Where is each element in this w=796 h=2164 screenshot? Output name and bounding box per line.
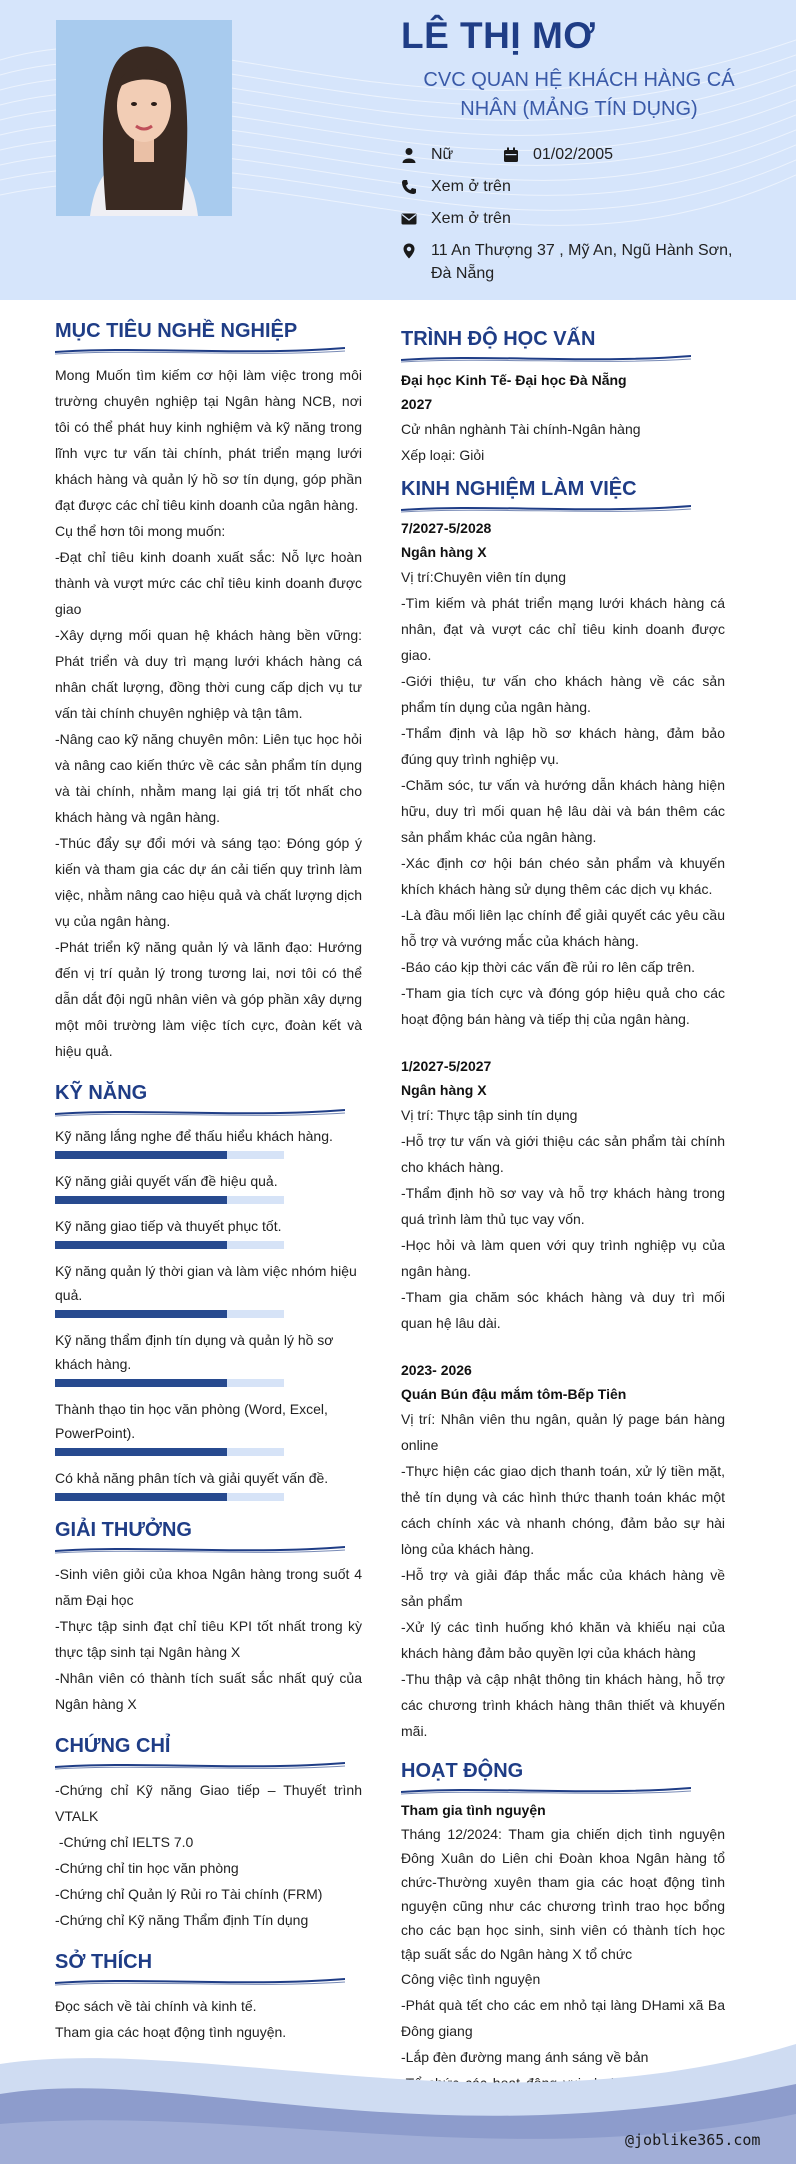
job-line: -Tham gia tích cực và đóng góp hiệu quả cho các hoạt động bán hàng và tiếp thị của ngân hàng.: [401, 985, 725, 1027]
job-period: 7/2027-5/2028: [401, 520, 492, 536]
job-line: -Là đầu mối liên lạc chính để giải quyết các yêu cầu hỗ trợ và vướng mắc của khách hàng.: [401, 907, 725, 949]
certificates-list: [55, 1777, 362, 1933]
job-period: 1/2027-5/2027: [401, 1058, 492, 1074]
objective-paragraph: Mong Muốn tìm kiếm cơ hội làm việc trong môi trường chuyên nghiệp tại Ngân hàng NCB, nơi tôi có thể phát huy kinh nghiệm và kỹ năng trong lĩnh vực tư vấn tài chính, phát triển mạng lưới khách hàng và quản lý hồ sơ tín dụng, góp phần đạt được các chỉ tiêu kinh doanh của ngân hàng.: [55, 367, 362, 513]
job-line: -Thẩm định và lập hồ sơ khách hàng, đảm bảo đúng quy trình nghiệp vụ.: [401, 725, 725, 767]
skill-bar-fill: [55, 1448, 227, 1456]
skill-bar-fill: [55, 1379, 227, 1387]
objective-body: [55, 362, 362, 1064]
job-line: -Hỗ trợ và giải đáp thắc mắc của khách hàng về sản phẩm: [401, 1567, 725, 1609]
skill-bar: [55, 1310, 284, 1318]
skill-bar: [55, 1196, 284, 1204]
skill-name: Kỹ năng thẩm định tín dụng và quản lý hồ sơ khách hàng.: [55, 1332, 334, 1372]
skill-bar-fill: [55, 1151, 227, 1159]
activity-line: -Lắp đèn đường mang ánh sáng về bản: [401, 2049, 649, 2065]
skill-item: [55, 1466, 362, 1501]
left-column: [55, 320, 362, 2045]
skills-list: [55, 1124, 362, 1501]
job-line: -Xác định cơ hội bán chéo sản phẩm và khuyến khích khách hàng sử dụng thêm các dịch vụ khác.: [401, 855, 725, 897]
gender-row: [401, 143, 469, 166]
skill-bar: [55, 1151, 284, 1159]
location-pin-icon: [401, 243, 417, 259]
skill-bar: [55, 1493, 284, 1501]
award-item: -Thực tập sinh đạt chỉ tiêu KPI tốt nhất trong kỳ thực tập sinh tại Ngân hàng X: [55, 1618, 362, 1660]
activity-line: Công việc tình nguyện: [401, 1971, 541, 1987]
job-company: Ngân hàng X: [401, 1082, 487, 1098]
skill-bar: [55, 1241, 284, 1249]
job-entry: [401, 516, 725, 1032]
job-line: -Giới thiệu, tư vấn cho khách hàng về các sản phẩm tín dụng của ngân hàng.: [401, 673, 725, 715]
objective-paragraph: -Thúc đẩy sự đổi mới và sáng tạo: Đóng góp ý kiến và tham gia các dự án cải tiến quy trình làm việc, nhằm nâng cao hiệu quả và chất lượng dịch vụ của ngân hàng.: [55, 835, 362, 929]
job-line: -Xử lý các tình huống khó khăn và khiếu nại của khách hàng đảm bảo quyền lợi của khách hàng: [401, 1619, 725, 1661]
job-title: CVC QUAN HỆ KHÁCH HÀNG CÁ NHÂN (MẢNG TÍN DỤNG): [423, 69, 735, 120]
hobbies-list: [55, 1993, 362, 2045]
address-value: 11 An Thượng 37 , Mỹ An, Ngũ Hành Sơn, Đà Nẵng: [431, 242, 733, 282]
candidate-name: LÊ THỊ MƠ: [401, 15, 596, 56]
activity-heading: Tham gia tình nguyện: [401, 1802, 546, 1818]
skill-bar-fill: [55, 1196, 227, 1204]
school-name: Đại học Kinh Tế- Đại học Đà Nẵng: [401, 372, 627, 388]
skill-bar: [55, 1448, 284, 1456]
job-company: Quán Bún đậu mắm tôm-Bếp Tiên: [401, 1386, 627, 1402]
person-icon: [401, 147, 417, 163]
birthdate-value: 01/02/2005: [533, 146, 614, 163]
award-item: -Nhân viên có thành tích suất sắc nhất quý của Ngân hàng X: [55, 1670, 362, 1712]
job-line: Vị trí:Chuyên viên tín dụng: [401, 569, 566, 585]
grade: Xếp loại: Giỏi: [401, 447, 485, 463]
skill-item: [55, 1328, 362, 1387]
right-column: [401, 328, 725, 2122]
envelope-icon: [401, 211, 417, 227]
skill-bar-fill: [55, 1310, 227, 1318]
calendar-icon: [503, 147, 519, 163]
skill-bar: [55, 1379, 284, 1387]
objective-paragraph: -Xây dựng mối quan hệ khách hàng bền vững: Phát triển và duy trì mạng lưới khách hàng cá nhân chất lượng, đồng thời cung cấp dịch vụ tư vấn tài chính chuyên nghiệp và tận tâm.: [55, 627, 362, 721]
email-row: [401, 207, 511, 230]
hobbies-title: SỞ THÍCH: [55, 1951, 362, 1985]
skill-name: Kỹ năng giải quyết vấn đề hiệu quả.: [55, 1173, 278, 1189]
activity-line: -Phát quà tết cho các em nhỏ tại làng DHami xã Ba Đông giang: [401, 1997, 725, 2039]
email-value: Xem ở trên: [431, 210, 511, 227]
activities-title: HOẠT ĐỘNG: [401, 1760, 725, 1794]
phone-row: [401, 175, 511, 198]
objective-paragraph: -Phát triển kỹ năng quản lý và lãnh đạo: Hướng đến vị trí quản lý trong tương lai, nơi tôi có thể dẫn dắt đội ngũ nhân viên và góp phần xây dựng một môi trường làm việc tích cực, đoàn kết và hiệu quả.: [55, 939, 362, 1059]
watermark-text: @joblike365.com: [625, 2131, 761, 2149]
job-line: -Chăm sóc, tư vấn và hướng dẫn khách hàng hiện hữu, duy trì mối quan hệ lâu dài và bán thêm các sản phẩm khác của ngân hàng.: [401, 777, 725, 845]
header-banner: [0, 0, 796, 300]
skill-item: [55, 1169, 362, 1204]
job-entry: [401, 1358, 725, 1744]
skill-name: Kỹ năng lắng nghe để thấu hiểu khách hàng.: [55, 1128, 333, 1144]
education-title: TRÌNH ĐỘ HỌC VẤN: [401, 328, 725, 362]
job-line: -Thực hiện các giao dịch thanh toán, xử lý tiền mặt, thẻ tín dụng và các hình thức thanh toán khác một cách chính xác và nhanh chóng, đảm bảo sự hài lòng của khách hàng.: [401, 1463, 725, 1557]
hobby-item: Tham gia các hoạt động tình nguyện.: [55, 2024, 287, 2040]
job-period: 2023- 2026: [401, 1362, 472, 1378]
job-line: Vị trí: Nhân viên thu ngân, quản lý page bán hàng online: [401, 1411, 725, 1453]
gender-value: Nữ: [431, 146, 454, 163]
job-entry: [401, 1054, 725, 1336]
skill-name: Kỹ năng quản lý thời gian và làm việc nhóm hiệu quả.: [55, 1263, 357, 1303]
job-company: Ngân hàng X: [401, 544, 487, 560]
certificate-item: -Chứng chỉ Quản lý Rủi ro Tài chính (FRM): [55, 1886, 323, 1902]
certificate-item: -Chứng chỉ IELTS 7.0: [55, 1834, 194, 1850]
objective-paragraph: -Nâng cao kỹ năng chuyên môn: Liên tục học hỏi và nâng cao kiến thức về các sản phẩm tín dụng và tài chính, nhằm mang lại giá trị tốt nhất cho khách hàng và ngân hàng.: [55, 731, 362, 825]
objective-paragraph: -Đạt chỉ tiêu kinh doanh xuất sắc: Nỗ lực hoàn thành và vượt mức các chỉ tiêu kinh doanh được giao: [55, 549, 362, 617]
skill-name: Có khả năng phân tích và giải quyết vấn đề.: [55, 1470, 329, 1486]
skill-item: [55, 1259, 362, 1318]
job-line: -Thẩm định hồ sơ vay và hỗ trợ khách hàng trong quá trình làm thủ tục vay vốn.: [401, 1185, 725, 1227]
birthdate-row: [503, 143, 613, 166]
job-line: -Hỗ trợ tư vấn và giới thiệu các sản phẩm tài chính cho khách hàng.: [401, 1133, 725, 1175]
awards-list: [55, 1561, 362, 1717]
skill-name: Kỹ năng giao tiếp và thuyết phục tốt.: [55, 1218, 282, 1234]
activity-line: Tháng 12/2024: Tham gia chiến dịch tình nguyện Đông Xuân do Liên chi Đoàn khoa Ngân hàng tổ chức-Thường xuyên tham gia các hoạt động tình nguyện cũng như các chương trình trao học bổng cho các bạn học sinh, sinh viên có thành tích học tập suất sắc do Ngân hàng X tổ chức: [401, 1826, 725, 1962]
job-line: -Học hỏi và làm quen với quy trình nghiệp vụ của ngân hàng.: [401, 1237, 725, 1279]
certificate-item: -Chứng chỉ Kỹ năng Giao tiếp – Thuyết trình VTALK: [55, 1782, 362, 1824]
objective-title: MỤC TIÊU NGHỀ NGHIỆP: [55, 320, 362, 354]
degree: Cử nhân nghành Tài chính-Ngân hàng: [401, 421, 641, 437]
hobby-item: Đọc sách về tài chính và kinh tế.: [55, 1998, 257, 2014]
skills-title: KỸ NĂNG: [55, 1082, 362, 1116]
award-item: -Sinh viên giỏi của khoa Ngân hàng trong suốt 4 năm Đại học: [55, 1566, 362, 1608]
skill-bar-fill: [55, 1493, 227, 1501]
job-line: -Báo cáo kịp thời các vấn đề rủi ro lên cấp trên.: [401, 959, 695, 975]
certificate-item: -Chứng chỉ Kỹ năng Thẩm định Tín dụng: [55, 1912, 309, 1928]
job-line: -Thu thập và cập nhật thông tin khách hàng, hỗ trợ các chương trình khách hàng thân thiết và khuyến mãi.: [401, 1671, 725, 1739]
skill-item: [55, 1397, 362, 1456]
job-line: -Tham gia chăm sóc khách hàng và duy trì mối quan hệ lâu dài.: [401, 1289, 725, 1331]
education-body: [401, 368, 725, 468]
job-line: -Tìm kiếm và phát triển mạng lưới khách hàng cá nhân, đạt và vượt các chỉ tiêu kinh doanh được giao.: [401, 595, 725, 663]
skill-name: Thành thạo tin học văn phòng (Word, Excel, PowerPoint).: [55, 1401, 328, 1441]
profile-photo: [56, 20, 232, 216]
objective-paragraph: Cụ thể hơn tôi mong muốn:: [55, 523, 226, 539]
phone-icon: [401, 179, 417, 195]
certificate-item: -Chứng chỉ tin học văn phòng: [55, 1860, 239, 1876]
certificates-title: CHỨNG CHỈ: [55, 1735, 362, 1769]
awards-title: GIẢI THƯỞNG: [55, 1519, 362, 1553]
job-line: Vị trí: Thực tập sinh tín dụng: [401, 1107, 578, 1123]
graduation-year: 2027: [401, 396, 433, 412]
phone-value: Xem ở trên: [431, 178, 511, 195]
experience-title: KINH NGHIỆM LÀM VIỆC: [401, 478, 725, 512]
skill-item: [55, 1124, 362, 1159]
address-row: [401, 239, 757, 285]
skill-bar-fill: [55, 1241, 227, 1249]
skill-item: [55, 1214, 362, 1249]
